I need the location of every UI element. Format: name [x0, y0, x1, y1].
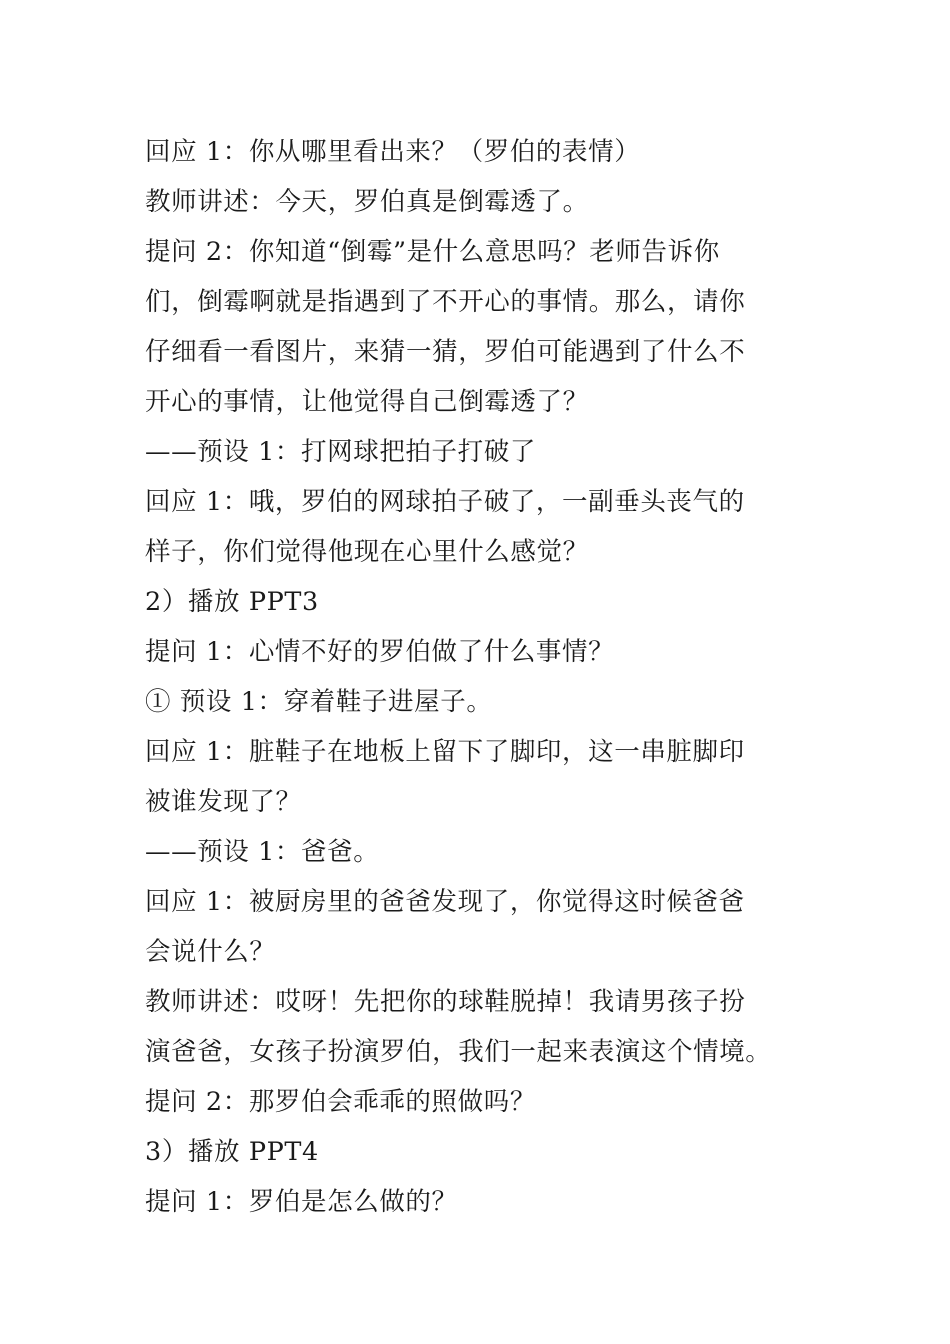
text-line: 3）播放 PPT4	[145, 1137, 319, 1167]
text-line: 回应 1：被厨房里的爸爸发现了，你觉得这时候爸爸	[145, 887, 745, 917]
text-line: 提问 2：你知道“倒霉”是什么意思吗？老师告诉你	[145, 237, 720, 267]
text-line: 被谁发现了？	[145, 787, 302, 817]
text-line: 回应 1：脏鞋子在地板上留下了脚印，这一串脏脚印	[145, 737, 745, 767]
text-line: 回应 1：哦，罗伯的网球拍子破了，一副垂头丧气的	[145, 487, 745, 517]
text-line: 们，倒霉啊就是指遇到了不开心的事情。那么，请你	[145, 287, 746, 317]
text-line: ——预设 1：爸爸。	[145, 837, 380, 867]
text-line: 提问 1：心情不好的罗伯做了什么事情？	[145, 637, 615, 667]
text-line: 样子，你们觉得他现在心里什么感觉？	[145, 537, 589, 567]
text-line: 提问 2：那罗伯会乖乖的照做吗？	[145, 1087, 536, 1117]
text-line: 2）播放 PPT3	[145, 587, 319, 617]
text-line: 仔细看一看图片，来猜一猜，罗伯可能遇到了什么不	[145, 337, 746, 367]
text-line: 开心的事情，让他觉得自己倒霉透了？	[145, 387, 589, 417]
text-line: 回应 1：你从哪里看出来？（罗伯的表情）	[145, 137, 641, 167]
text-line: 会说什么？	[145, 937, 276, 967]
text-line: ——预设 1：打网球把拍子打破了	[145, 437, 536, 467]
document-body	[145, 127, 845, 1227]
text-line: 演爸爸，女孩子扮演罗伯，我们一起来表演这个情境。	[145, 1037, 772, 1067]
text-line: ① 预设 1：穿着鞋子进屋子。	[145, 687, 493, 717]
text-line: 教师讲述：哎呀！先把你的球鞋脱掉！我请男孩子扮	[145, 987, 746, 1017]
text-line: 教师讲述：今天，罗伯真是倒霉透了。	[145, 187, 589, 217]
text-line: 提问 1：罗伯是怎么做的？	[145, 1187, 458, 1217]
